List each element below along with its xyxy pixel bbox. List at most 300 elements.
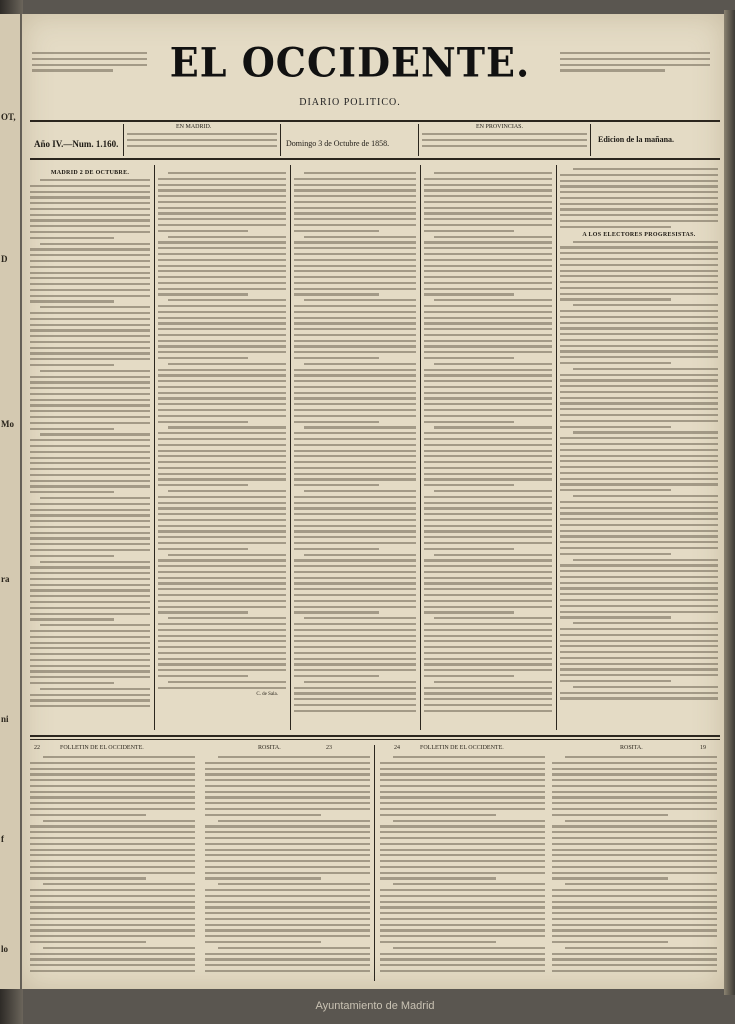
text-line — [158, 265, 286, 267]
folletin-divider — [374, 745, 375, 981]
text-line — [294, 230, 379, 232]
text-line — [552, 762, 717, 764]
header-divider — [123, 124, 124, 156]
text-line — [560, 443, 718, 445]
text-line — [30, 318, 150, 320]
text-line — [424, 606, 552, 608]
text-line — [158, 658, 286, 660]
text-line — [560, 651, 718, 653]
text-line — [294, 357, 379, 359]
text-line — [434, 554, 552, 556]
text-line — [552, 854, 717, 856]
fineprint-left — [32, 52, 147, 80]
text-line — [30, 895, 195, 897]
text-line — [424, 247, 552, 249]
text-line — [380, 929, 545, 931]
text-line — [560, 298, 671, 300]
text-line — [205, 866, 370, 868]
text-line — [30, 393, 150, 395]
text-line — [30, 889, 195, 891]
provinces-label: EN PROVINCIAS. — [476, 124, 524, 130]
text-line — [380, 912, 545, 914]
text-line — [205, 970, 370, 972]
text-line — [158, 438, 286, 440]
text-line — [560, 426, 671, 428]
text-line — [205, 935, 370, 937]
text-line — [560, 264, 718, 266]
text-line — [205, 901, 370, 903]
text-line — [294, 565, 416, 567]
text-line — [40, 243, 150, 245]
text-line — [424, 397, 552, 399]
text-line — [158, 218, 286, 220]
text-line — [30, 665, 150, 667]
text-line — [424, 184, 552, 186]
text-line — [424, 559, 552, 561]
text-line — [168, 236, 286, 238]
text-line — [424, 536, 552, 538]
text-line — [552, 912, 717, 914]
text-line — [40, 179, 150, 181]
text-line — [30, 485, 150, 487]
text-line — [424, 322, 552, 324]
text-line — [158, 224, 286, 226]
text-line — [424, 710, 552, 712]
text-line — [30, 214, 150, 216]
text-line — [30, 474, 150, 476]
text-line — [380, 773, 545, 775]
text-line — [30, 935, 195, 937]
text-line — [552, 941, 668, 943]
text-line — [158, 687, 286, 689]
text-line — [158, 502, 286, 504]
text-line — [30, 410, 150, 412]
text-line — [294, 658, 416, 660]
text-line — [424, 305, 552, 307]
text-line — [424, 178, 552, 180]
newspaper-title: EL OCCIDENTE. — [169, 38, 531, 87]
text-line — [560, 570, 718, 572]
left-fragment: lo — [1, 944, 9, 954]
text-line — [158, 386, 286, 388]
text-line — [158, 392, 286, 394]
text-line — [424, 652, 552, 654]
text-line — [30, 808, 195, 810]
text-line — [573, 495, 718, 497]
column-rule — [290, 165, 291, 730]
text-line — [158, 288, 286, 290]
text-line — [552, 924, 717, 926]
text-line — [424, 195, 552, 197]
text-line — [560, 208, 718, 210]
text-line — [380, 837, 545, 839]
text-line — [205, 895, 370, 897]
text-line — [30, 324, 150, 326]
provinces-prices — [422, 133, 587, 155]
text-line — [168, 554, 286, 556]
left-fragment: Mo — [1, 419, 14, 429]
text-line — [304, 490, 416, 492]
text-line — [30, 283, 150, 285]
text-line — [205, 808, 370, 810]
text-line — [393, 883, 545, 885]
text-line — [158, 357, 248, 359]
text-line — [560, 350, 718, 352]
text-line — [158, 542, 286, 544]
text-line — [294, 600, 416, 602]
text-line — [168, 363, 286, 365]
text-line — [560, 385, 718, 387]
text-line — [158, 201, 286, 203]
text-line — [424, 189, 552, 191]
text-line — [565, 947, 717, 949]
text-line — [158, 374, 286, 376]
text-line — [294, 467, 416, 469]
text-line — [30, 699, 150, 701]
text-line — [560, 674, 718, 676]
left-page-edge — [0, 14, 20, 989]
text-line — [560, 582, 718, 584]
text-line — [380, 889, 545, 891]
text-line — [30, 825, 195, 827]
text-line — [294, 646, 416, 648]
text-line — [552, 918, 717, 920]
text-line — [565, 756, 717, 758]
text-line — [158, 606, 286, 608]
text-line — [158, 432, 286, 434]
text-line — [205, 843, 370, 845]
text-line — [560, 697, 718, 699]
text-line — [205, 837, 370, 839]
left-fragment: D — [1, 254, 8, 264]
text-line — [294, 484, 379, 486]
text-line — [158, 611, 248, 613]
text-line — [424, 259, 552, 261]
text-line — [560, 535, 718, 537]
text-line — [380, 762, 545, 764]
text-line — [168, 426, 286, 428]
column-3 — [294, 172, 416, 728]
page-number: 24 — [394, 745, 400, 751]
text-line — [380, 918, 545, 920]
text-line — [552, 970, 717, 972]
text-line — [205, 929, 370, 931]
text-line — [158, 669, 286, 671]
text-line — [205, 918, 370, 920]
text-line — [573, 686, 718, 688]
text-line — [205, 906, 370, 908]
text-line — [30, 791, 195, 793]
page-number: 23 — [326, 745, 332, 751]
text-line — [205, 872, 370, 874]
text-line — [294, 698, 416, 700]
text-line — [424, 282, 552, 284]
text-line — [294, 334, 416, 336]
text-line — [158, 478, 286, 480]
text-line — [294, 276, 416, 278]
text-line — [560, 460, 718, 462]
text-line — [552, 953, 717, 955]
text-line — [573, 304, 718, 306]
text-line — [294, 253, 416, 255]
text-line — [434, 617, 552, 619]
text-line — [158, 559, 286, 561]
text-line — [304, 236, 416, 238]
text-line — [552, 808, 717, 810]
text-line — [380, 958, 545, 960]
folletin-title: ROSITA. — [620, 745, 643, 751]
text-line — [560, 270, 718, 272]
text-line — [30, 364, 114, 366]
text-line — [552, 877, 668, 879]
text-line — [424, 692, 552, 694]
text-line — [424, 345, 552, 347]
text-line — [560, 512, 718, 514]
text-line — [560, 576, 718, 578]
text-line — [552, 935, 717, 937]
text-line — [158, 351, 286, 353]
text-line — [560, 397, 718, 399]
text-line — [380, 796, 545, 798]
text-line — [560, 593, 718, 595]
folletin-title: ROSITA. — [258, 745, 281, 751]
text-line — [424, 502, 552, 504]
text-line — [560, 197, 718, 199]
text-line — [294, 519, 416, 521]
text-line — [205, 889, 370, 891]
text-line — [158, 247, 286, 249]
text-line — [434, 490, 552, 492]
text-line — [158, 519, 286, 521]
text-line — [304, 299, 416, 301]
text-line — [294, 270, 416, 272]
text-line — [380, 814, 496, 816]
text-line — [158, 270, 286, 272]
folletin-column-1 — [30, 756, 195, 981]
text-line — [294, 640, 416, 642]
left-fragment: ra — [1, 574, 10, 584]
text-line — [380, 924, 545, 926]
text-line — [158, 577, 286, 579]
text-line — [294, 669, 416, 671]
text-line — [294, 687, 416, 689]
text-line — [294, 317, 416, 319]
text-line — [158, 507, 286, 509]
text-line — [294, 409, 416, 411]
text-line — [424, 698, 552, 700]
text-line — [294, 577, 416, 579]
text-line — [30, 607, 150, 609]
text-line — [424, 594, 552, 596]
text-line — [560, 518, 718, 520]
text-line — [560, 408, 718, 410]
text-line — [205, 762, 370, 764]
text-line — [552, 785, 717, 787]
text-line — [205, 796, 370, 798]
text-line — [294, 311, 416, 313]
text-line — [424, 230, 514, 232]
column-4 — [424, 172, 552, 728]
text-line — [380, 941, 496, 943]
text-line — [560, 466, 718, 468]
text-line — [30, 566, 150, 568]
text-line — [380, 906, 545, 908]
text-line — [158, 380, 286, 382]
text-line — [205, 785, 370, 787]
column-rule — [420, 165, 421, 730]
folletin-column-4 — [552, 756, 717, 981]
text-line — [30, 277, 150, 279]
text-line — [560, 541, 718, 543]
text-line — [30, 601, 150, 603]
text-line — [294, 542, 416, 544]
text-line — [380, 895, 545, 897]
text-line — [424, 646, 552, 648]
text-line — [552, 825, 717, 827]
text-line — [304, 554, 416, 556]
text-line — [552, 906, 717, 908]
madrid-label: EN MADRID. — [176, 124, 212, 130]
text-line — [424, 293, 514, 295]
text-line — [552, 779, 717, 781]
text-line — [424, 525, 552, 527]
text-line — [158, 444, 286, 446]
text-line — [294, 473, 416, 475]
text-line — [560, 478, 718, 480]
text-line — [158, 588, 286, 590]
text-line — [294, 478, 416, 480]
text-line — [205, 831, 370, 833]
text-line — [380, 768, 545, 770]
text-line — [30, 451, 150, 453]
text-line — [158, 675, 248, 677]
text-line — [40, 433, 150, 435]
text-line — [158, 467, 286, 469]
text-line — [158, 397, 286, 399]
text-line — [560, 483, 718, 485]
text-line — [205, 768, 370, 770]
text-line — [158, 496, 286, 498]
folletin-column-3 — [380, 756, 545, 981]
text-line — [552, 872, 717, 874]
text-line — [552, 964, 717, 966]
text-line — [380, 854, 545, 856]
text-line — [30, 705, 150, 707]
text-line — [434, 299, 552, 301]
text-line — [43, 756, 195, 758]
text-line — [30, 589, 150, 591]
text-line — [560, 437, 718, 439]
text-line — [294, 438, 416, 440]
header-rule-top — [30, 120, 720, 122]
text-line — [560, 252, 718, 254]
text-line — [294, 369, 416, 371]
text-line — [573, 559, 718, 561]
text-line — [158, 369, 286, 371]
text-line — [560, 327, 718, 329]
text-line — [30, 854, 195, 856]
text-line — [552, 814, 668, 816]
text-line — [560, 191, 718, 193]
text-line — [565, 820, 717, 822]
text-line — [380, 860, 545, 862]
text-line — [158, 421, 248, 423]
text-line — [30, 341, 150, 343]
folletin-header: FOLLETIN DE EL OCCIDENTE. — [420, 745, 504, 751]
text-line — [43, 883, 195, 885]
text-line — [294, 675, 379, 677]
text-line — [40, 624, 150, 626]
text-line — [30, 376, 150, 378]
text-line — [205, 964, 370, 966]
text-line — [158, 334, 286, 336]
text-line — [30, 208, 150, 210]
text-line — [560, 391, 718, 393]
text-line — [30, 399, 150, 401]
text-line — [30, 682, 114, 684]
text-line — [294, 218, 416, 220]
text-line — [552, 837, 717, 839]
text-line — [424, 455, 552, 457]
text-line — [424, 507, 552, 509]
text-line — [560, 226, 671, 228]
text-line — [30, 837, 195, 839]
text-line — [560, 507, 718, 509]
text-line — [560, 472, 718, 474]
text-line — [30, 578, 150, 580]
text-line — [294, 582, 416, 584]
text-line — [294, 611, 379, 613]
column-1-heading: MADRID 2 DE OCTUBRE. — [50, 170, 130, 176]
left-fragment: f — [1, 834, 4, 844]
text-line — [424, 432, 552, 434]
folletin-rule — [30, 735, 720, 737]
text-line — [560, 310, 718, 312]
text-line — [30, 335, 150, 337]
text-line — [30, 352, 150, 354]
text-line — [168, 681, 286, 683]
text-line — [30, 860, 195, 862]
text-line — [294, 380, 416, 382]
text-line — [158, 340, 286, 342]
text-line — [380, 872, 545, 874]
text-line — [205, 825, 370, 827]
folletin-header: FOLLETIN DE EL OCCIDENTE. — [60, 745, 144, 751]
text-line — [424, 340, 552, 342]
text-line — [294, 704, 416, 706]
text-line — [294, 259, 416, 261]
text-line — [30, 877, 146, 879]
text-line — [380, 901, 545, 903]
text-line — [294, 392, 416, 394]
text-line — [30, 428, 114, 430]
text-line — [158, 409, 286, 411]
text-line — [424, 663, 552, 665]
text-line — [294, 571, 416, 573]
text-line — [158, 328, 286, 330]
text-line — [158, 293, 248, 295]
text-line — [205, 924, 370, 926]
text-line — [30, 924, 195, 926]
text-line — [30, 970, 195, 972]
fineprint-right — [560, 52, 710, 80]
text-line — [424, 675, 514, 677]
text-line — [294, 548, 379, 550]
text-line — [560, 174, 718, 176]
text-line — [294, 282, 416, 284]
text-line — [158, 461, 286, 463]
text-line — [434, 236, 552, 238]
